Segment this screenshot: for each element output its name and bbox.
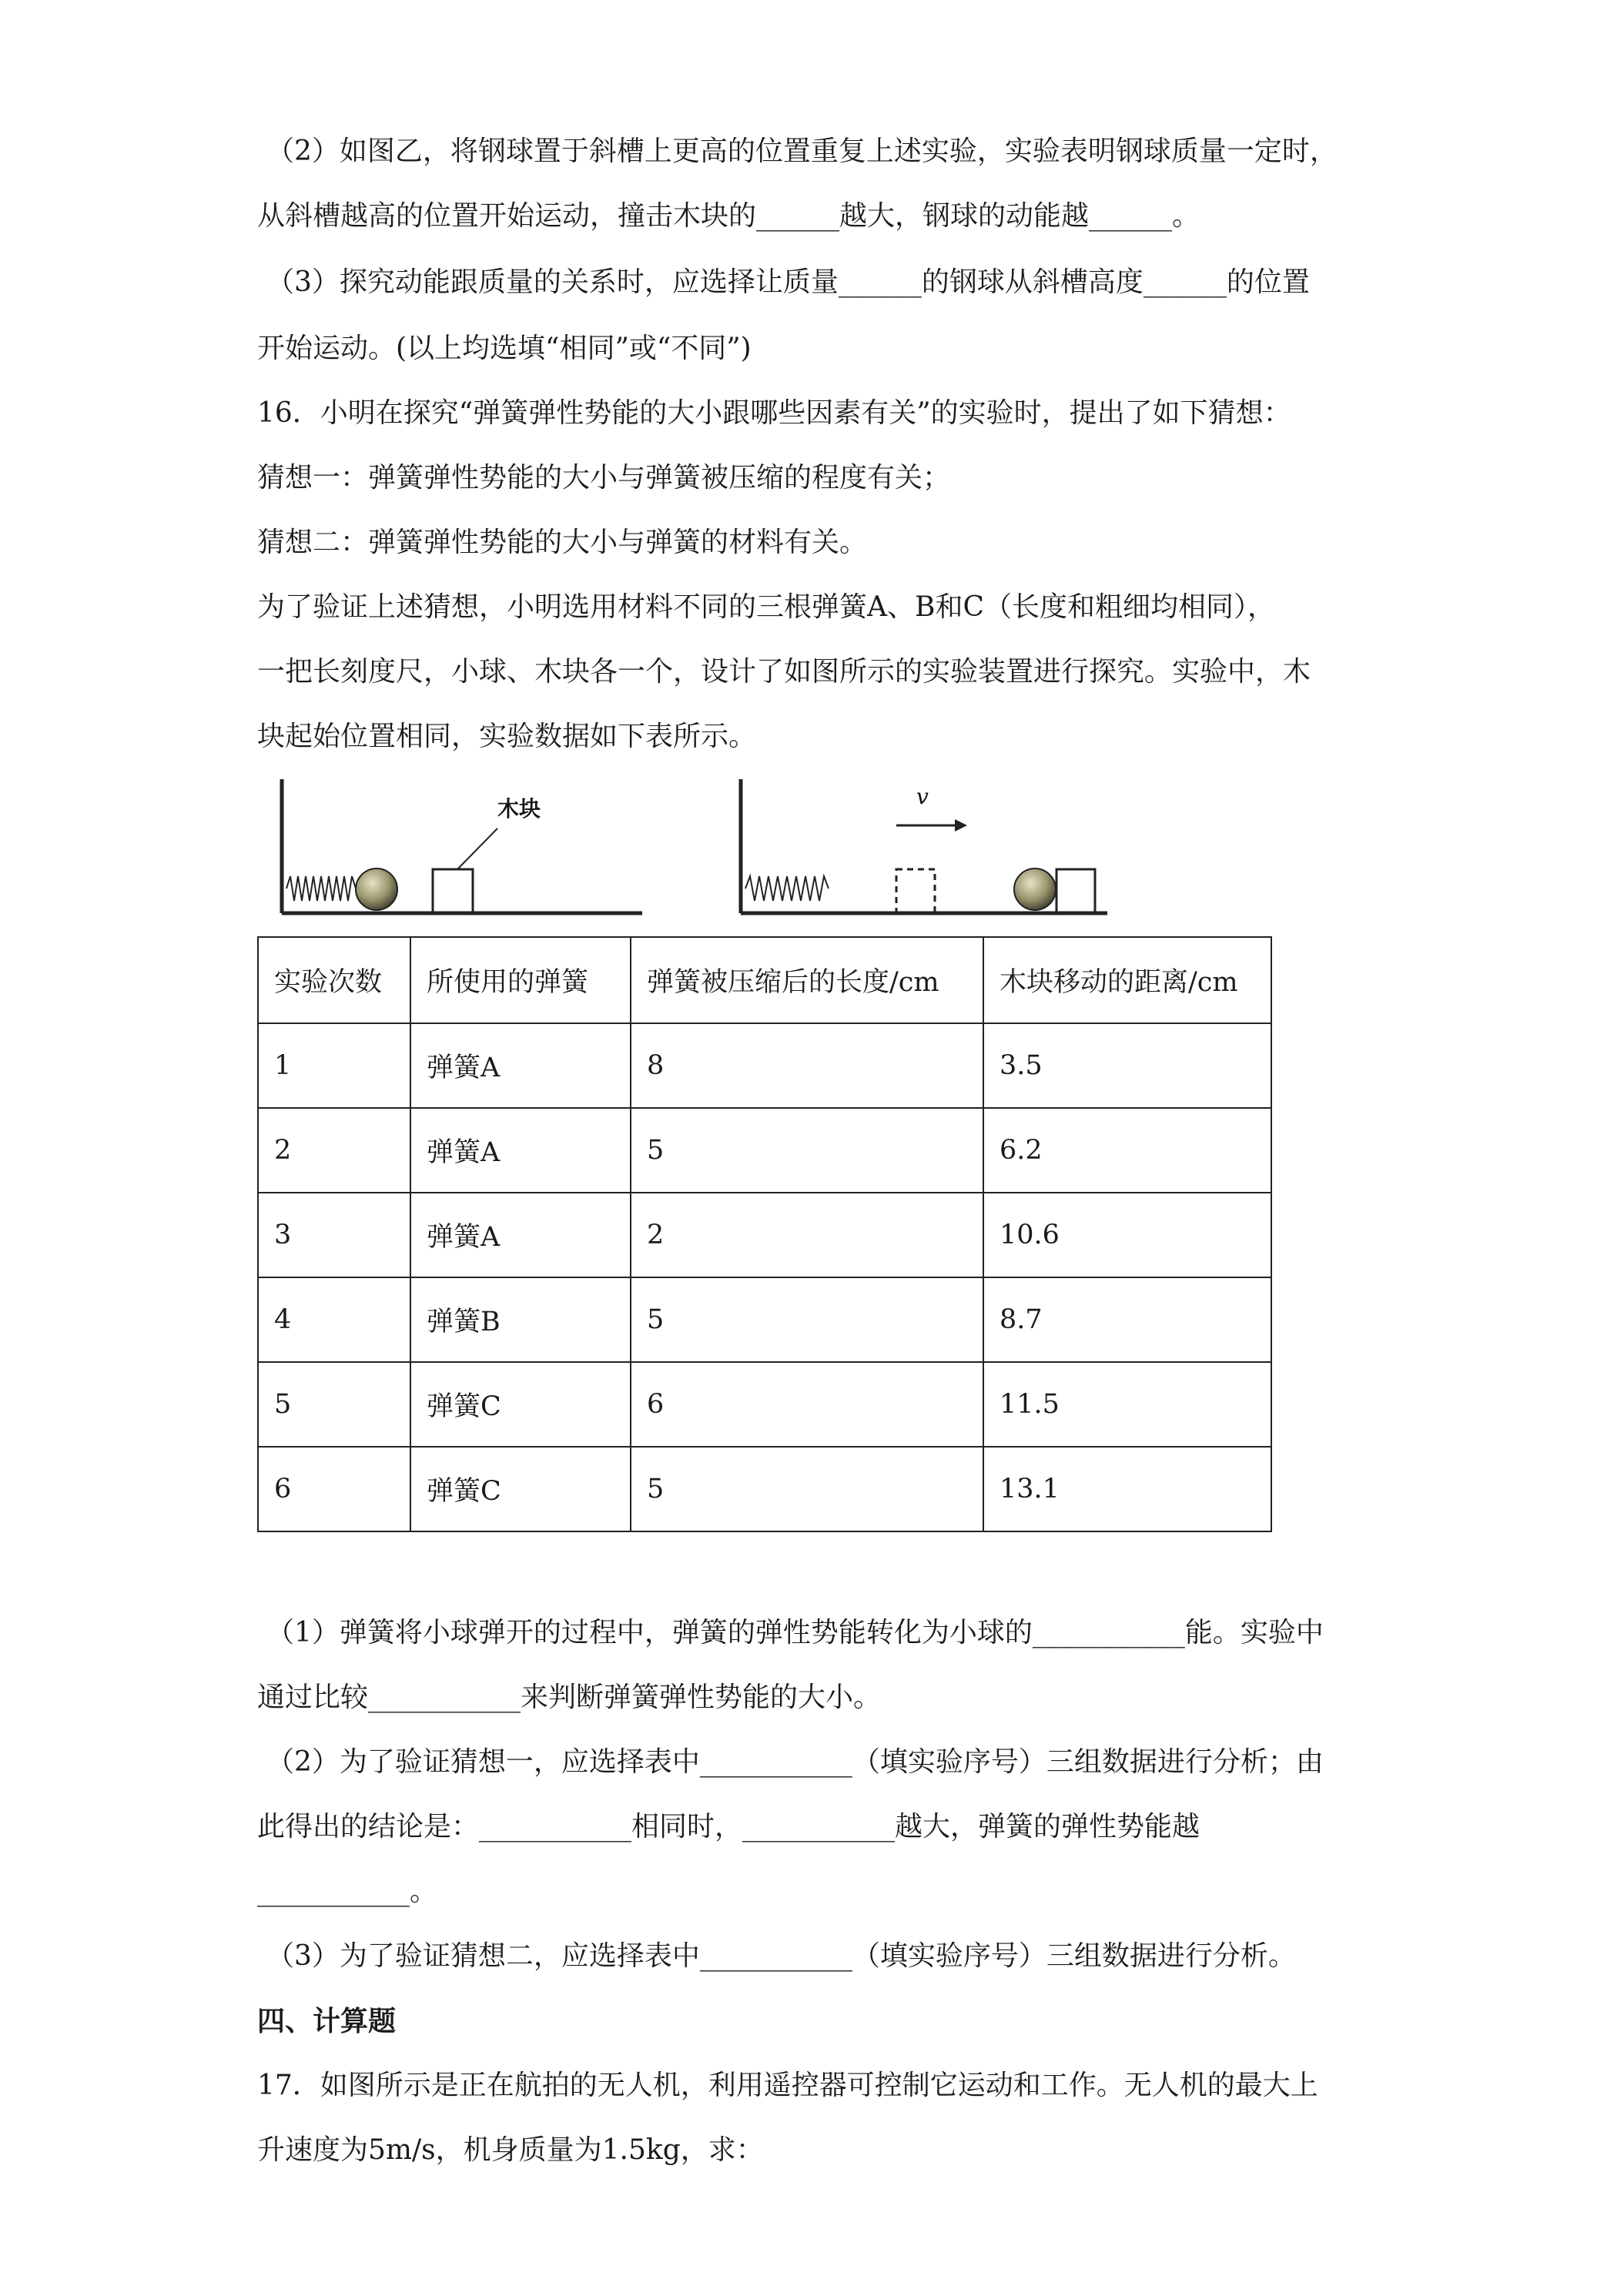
q16-part1-line2: 通过比较___________来判断弹簧弹性势能的大小。: [257, 1682, 882, 1713]
cell-trial: 3: [258, 1193, 410, 1277]
q15-part2-line1: （2）如图乙，将钢球置于斜槽上更高的位置重复上述实验，实验表明钢球质量一定时，: [266, 136, 1338, 167]
cell-length: 5: [631, 1108, 983, 1193]
velocity-arrow-head: [955, 819, 967, 832]
q16-intro: 16．小明在探究“弹簧弹性势能的大小跟哪些因素有关”的实验时，提出了如下猜想：: [257, 397, 1291, 429]
cell-trial: 5: [258, 1362, 410, 1447]
cell-trial: 2: [258, 1108, 410, 1193]
block-pointer-line: [457, 828, 497, 869]
cell-distance: 6.2: [983, 1108, 1271, 1193]
hypothesis-two: 猜想二：弹簧弹性势能的大小与弹簧的材料有关。: [257, 527, 868, 558]
setup-line1: 为了验证上述猜想，小明选用材料不同的三根弹簧A、B和C（长度和粗细均相同），: [257, 591, 1275, 623]
table-row: [258, 1193, 1271, 1277]
q17-line2: 升速度为5m/s，机身质量为1.5kg，求：: [257, 2134, 764, 2166]
q15-part3-line1: （3）探究动能跟质量的关系时，应选择让质量______的钢球从斜槽高度______的位置: [266, 266, 1310, 298]
cell-trial: 6: [258, 1447, 410, 1531]
ball-moving: [1014, 869, 1056, 910]
cell-spring: 弹簧C: [410, 1447, 631, 1531]
q15-part3-line2: 开始运动。(以上均选填“相同”或“不同”): [257, 333, 752, 364]
cell-spring: 弹簧C: [410, 1362, 631, 1447]
cell-length: 6: [631, 1362, 983, 1447]
cell-spring: 弹簧A: [410, 1108, 631, 1193]
spring-relaxed: [745, 876, 829, 901]
table-row: [258, 1447, 1271, 1531]
table-header-row: [258, 937, 1271, 1023]
setup-line2: 一把长刻度尺，小球、木块各一个，设计了如图所示的实验装置进行探究。实验中，木: [257, 656, 1311, 688]
wood-block: [433, 869, 473, 912]
spring-apparatus-figure: [257, 773, 1127, 927]
header-compressed-length: 弹簧被压缩后的长度/cm: [631, 937, 983, 1023]
q15-part2-line2: 从斜槽越高的位置开始运动，撞击木块的______越大，钢球的动能越______。: [257, 200, 1200, 232]
table-row: [258, 1023, 1271, 1108]
cell-spring: 弹簧A: [410, 1193, 631, 1277]
table-row: [258, 1362, 1271, 1447]
cell-distance: 8.7: [983, 1277, 1271, 1362]
apparatus-after-release: [741, 779, 1107, 913]
q16-part2-line2: 此得出的结论是：___________相同时，___________越大，弹簧的弹性势能越: [257, 1811, 1200, 1842]
cell-length: 2: [631, 1193, 983, 1277]
cell-length: 8: [631, 1023, 983, 1108]
cell-length: 5: [631, 1277, 983, 1362]
q16-part3-line1: （3）为了验证猜想二，应选择表中___________（填实验序号）三组数据进行分析。: [266, 1940, 1296, 1972]
cell-distance: 13.1: [983, 1447, 1271, 1531]
cell-trial: 4: [258, 1277, 410, 1362]
block-start-position: [896, 869, 935, 912]
apparatus-before-release: [282, 779, 642, 913]
wood-block-moved: [1056, 869, 1095, 912]
cell-distance: 3.5: [983, 1023, 1271, 1108]
q17-line1: 17．如图所示是正在航拍的无人机，利用遥控器可控制它运动和工作。无人机的最大上: [257, 2070, 1318, 2101]
spring-compressed: [286, 876, 356, 901]
header-trial-number: 实验次数: [258, 937, 410, 1023]
header-block-distance: 木块移动的距离/cm: [983, 937, 1271, 1023]
ball: [356, 869, 397, 910]
cell-length: 5: [631, 1447, 983, 1531]
cell-distance: 10.6: [983, 1193, 1271, 1277]
section-heading-calculation: 四、计算题: [257, 2005, 397, 2037]
cell-trial: 1: [258, 1023, 410, 1108]
q16-part1-line1: （1）弹簧将小球弹开的过程中，弹簧的弹性势能转化为小球的___________能。实验中: [266, 1617, 1324, 1648]
q16-part2-line3: ___________。: [257, 1876, 438, 1907]
q16-part2-line1: （2）为了验证猜想一，应选择表中___________（填实验序号）三组数据进行分析；由: [266, 1746, 1324, 1778]
setup-line3: 块起始位置相同，实验数据如下表所示。: [257, 721, 757, 752]
table-row: [258, 1277, 1271, 1362]
cell-spring: 弹簧A: [410, 1023, 631, 1108]
velocity-label: v: [916, 784, 929, 809]
cell-spring: 弹簧B: [410, 1277, 631, 1362]
block-label: 木块: [497, 796, 541, 822]
hypothesis-one: 猜想一：弹簧弹性势能的大小与弹簧被压缩的程度有关；: [257, 462, 951, 494]
experiment-data-table: [257, 936, 1272, 1532]
table-row: [258, 1108, 1271, 1193]
cell-distance: 11.5: [983, 1362, 1271, 1447]
header-spring-used: 所使用的弹簧: [410, 937, 631, 1023]
